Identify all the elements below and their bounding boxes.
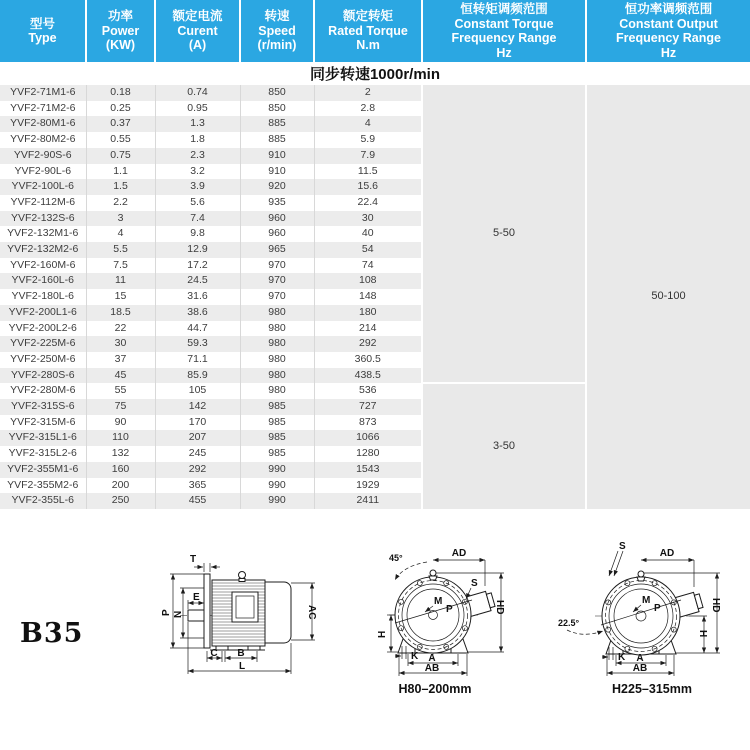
power-cell: 3 xyxy=(86,211,155,227)
current-cell: 292 xyxy=(155,462,240,478)
power-cell: 15 xyxy=(86,289,155,305)
power-cell: 55 xyxy=(86,383,155,399)
dim-label-c: C xyxy=(210,648,218,659)
current-cell: 44.7 xyxy=(155,321,240,337)
current-cell: 12.9 xyxy=(155,242,240,258)
torque-cell: 74 xyxy=(314,258,422,274)
current-cell: 3.9 xyxy=(155,179,240,195)
current-cell: 142 xyxy=(155,399,240,415)
dim-label-h: H xyxy=(697,630,708,638)
torque-cell: 2.8 xyxy=(314,101,422,117)
dim-label-s: S xyxy=(471,578,478,589)
current-cell: 170 xyxy=(155,415,240,431)
dim-label-angle: 45° xyxy=(389,553,403,563)
header-power-unit: (KW) xyxy=(105,38,136,53)
sync-speed-label: 同步转速1000r/min xyxy=(0,62,750,85)
type-cell: YVF2-112M-6 xyxy=(0,195,86,211)
header-type-en: Type xyxy=(28,31,57,45)
dim-label-h: H xyxy=(377,630,388,638)
speed-cell: 985 xyxy=(240,415,314,431)
eye-bolt xyxy=(430,570,436,576)
speed-cell: 970 xyxy=(240,273,314,289)
sync-speed-row xyxy=(0,62,750,85)
header-current-en: Curent xyxy=(177,23,218,38)
torque-cell: 536 xyxy=(314,383,422,399)
torque-cell: 2411 xyxy=(314,493,422,509)
speed-cell: 970 xyxy=(240,289,314,305)
header-ct-zh: 恒转矩调频范围 xyxy=(460,2,548,16)
type-cell: YVF2-200L1-6 xyxy=(0,305,86,321)
col-header-current xyxy=(155,0,240,62)
torque-cell: 108 xyxy=(314,273,422,289)
speed-cell: 885 xyxy=(240,132,314,148)
col-header-speed xyxy=(240,0,314,62)
current-cell: 0.95 xyxy=(155,101,240,117)
power-cell: 200 xyxy=(86,478,155,494)
speed-cell: 850 xyxy=(240,101,314,117)
header-ct-en1: Constant Torque xyxy=(454,16,554,31)
dim-label-n: N xyxy=(173,610,184,618)
power-cell: 45 xyxy=(86,368,155,384)
torque-cell: 1280 xyxy=(314,446,422,462)
type-cell: YVF2-315S-6 xyxy=(0,399,86,415)
speed-cell: 980 xyxy=(240,305,314,321)
col-header-type xyxy=(0,0,86,62)
current-cell: 3.2 xyxy=(155,164,240,180)
power-cell: 0.37 xyxy=(86,116,155,132)
col-header-torque xyxy=(314,0,422,62)
power-cell: 2.2 xyxy=(86,195,155,211)
current-cell: 2.3 xyxy=(155,148,240,164)
speed-cell: 990 xyxy=(240,493,314,509)
torque-cell: 7.9 xyxy=(314,148,422,164)
dim-label-angle: 22.5° xyxy=(558,618,580,628)
header-co-en2: Frequency Range xyxy=(616,31,721,45)
current-cell: 24.5 xyxy=(155,273,240,289)
type-cell: YVF2-280S-6 xyxy=(0,368,86,384)
dim-label-a: A xyxy=(428,653,436,664)
dim-label-hd: HD xyxy=(710,598,721,613)
current-cell: 1.3 xyxy=(155,116,240,132)
current-cell: 85.9 xyxy=(155,368,240,384)
type-cell: YVF2-132M1-6 xyxy=(0,226,86,242)
type-cell: YVF2-355L-6 xyxy=(0,493,86,509)
dim-label-b: B xyxy=(237,648,245,659)
torque-cell: 30 xyxy=(314,211,422,227)
type-cell: YVF2-315M-6 xyxy=(0,415,86,431)
current-cell: 7.4 xyxy=(155,211,240,227)
header-co-en1: Constant Output xyxy=(619,16,718,31)
header-torque-zh: 额定转矩 xyxy=(342,9,393,24)
dim-label-ac: AC xyxy=(306,605,317,620)
speed-cell: 920 xyxy=(240,179,314,195)
type-cell: YVF2-160M-6 xyxy=(0,258,86,274)
type-cell: YVF2-180L-6 xyxy=(0,289,86,305)
torque-cell: 22.4 xyxy=(314,195,422,211)
torque-cell: 11.5 xyxy=(314,164,422,180)
current-cell: 0.74 xyxy=(155,85,240,101)
dim-label-t: T xyxy=(189,554,197,565)
frame-size-caption-small: H80–200mm xyxy=(398,682,472,696)
torque-cell: 148 xyxy=(314,289,422,305)
type-cell: YVF2-71M1-6 xyxy=(0,85,86,101)
speed-cell: 960 xyxy=(240,211,314,227)
type-cell: YVF2-200L2-6 xyxy=(0,321,86,337)
dim-label-ad: AD xyxy=(451,548,467,559)
speed-cell: 985 xyxy=(240,399,314,415)
dim-label-ab: AB xyxy=(632,663,648,674)
power-cell: 37 xyxy=(86,352,155,368)
torque-cell: 54 xyxy=(314,242,422,258)
header-current-unit: (A) xyxy=(188,38,207,53)
dim-label-p: P xyxy=(161,609,172,616)
speed-cell: 965 xyxy=(240,242,314,258)
type-cell: YVF2-315L2-6 xyxy=(0,446,86,462)
speed-cell: 980 xyxy=(240,352,314,368)
power-cell: 4 xyxy=(86,226,155,242)
header-torque-en: Rated Torque xyxy=(328,23,408,38)
torque-cell: 292 xyxy=(314,336,422,352)
speed-cell: 980 xyxy=(240,368,314,384)
type-cell: YVF2-225M-6 xyxy=(0,336,86,352)
current-cell: 59.3 xyxy=(155,336,240,352)
power-cell: 7.5 xyxy=(86,258,155,274)
torque-cell: 214 xyxy=(314,321,422,337)
speed-cell: 990 xyxy=(240,478,314,494)
header-power-en: Power xyxy=(101,23,140,38)
torque-cell: 2 xyxy=(314,85,422,101)
dim-label-m: M xyxy=(434,596,443,607)
header-co-zh: 恒功率调频范围 xyxy=(624,2,713,16)
type-cell: YVF2-100L-6 xyxy=(0,179,86,195)
current-cell: 17.2 xyxy=(155,258,240,274)
speed-cell: 910 xyxy=(240,148,314,164)
dim-label-ad: AD xyxy=(659,548,675,559)
torque-cell: 1929 xyxy=(314,478,422,494)
torque-cell: 5.9 xyxy=(314,132,422,148)
table-row xyxy=(0,85,750,101)
header-speed-unit: (r/min) xyxy=(257,38,297,53)
current-cell: 1.8 xyxy=(155,132,240,148)
header-co-unit: Hz xyxy=(660,45,677,60)
header-ct-en2: Frequency Range xyxy=(451,31,557,45)
dim-label-k: K xyxy=(411,651,419,662)
power-cell: 11 xyxy=(86,273,155,289)
torque-cell: 438.5 xyxy=(314,368,422,384)
type-cell: YVF2-90L-6 xyxy=(0,164,86,180)
power-cell: 132 xyxy=(86,446,155,462)
header-torque-unit: N.m xyxy=(356,38,380,53)
torque-cell: 873 xyxy=(314,415,422,431)
mounting-type-label: B35 xyxy=(20,618,84,649)
front-view-small-drawing xyxy=(375,530,540,700)
dim-label-l: L xyxy=(238,661,246,672)
type-cell: YVF2-280M-6 xyxy=(0,383,86,399)
speed-cell: 850 xyxy=(240,85,314,101)
current-cell: 245 xyxy=(155,446,240,462)
power-cell: 22 xyxy=(86,321,155,337)
current-cell: 71.1 xyxy=(155,352,240,368)
speed-cell: 980 xyxy=(240,321,314,337)
speed-cell: 980 xyxy=(240,336,314,352)
spec-table-body xyxy=(0,85,750,509)
speed-cell: 935 xyxy=(240,195,314,211)
power-cell: 75 xyxy=(86,399,155,415)
dim-label-ab: AB xyxy=(424,663,440,674)
power-cell: 18.5 xyxy=(86,305,155,321)
power-cell: 90 xyxy=(86,415,155,431)
constant-torque-range-cell: 3-50 xyxy=(422,383,586,509)
type-cell: YVF2-315L1-6 xyxy=(0,430,86,446)
power-cell: 0.75 xyxy=(86,148,155,164)
type-cell: YVF2-132M2-6 xyxy=(0,242,86,258)
type-cell: YVF2-355M2-6 xyxy=(0,478,86,494)
torque-cell: 727 xyxy=(314,399,422,415)
dim-label-m: M xyxy=(642,595,651,606)
current-cell: 455 xyxy=(155,493,240,509)
type-cell: YVF2-250M-6 xyxy=(0,352,86,368)
type-cell: YVF2-355M1-6 xyxy=(0,462,86,478)
eye-bolt xyxy=(239,572,246,579)
front-view-large-drawing xyxy=(555,530,750,700)
current-cell: 38.6 xyxy=(155,305,240,321)
torque-cell: 1543 xyxy=(314,462,422,478)
dim-label-hd: HD xyxy=(494,600,505,615)
dim-label-s: S xyxy=(619,541,626,552)
col-header-constant-output-range xyxy=(586,0,750,62)
type-cell: YVF2-160L-6 xyxy=(0,273,86,289)
col-header-constant-torque-range xyxy=(422,0,586,62)
type-cell: YVF2-80M2-6 xyxy=(0,132,86,148)
speed-cell: 985 xyxy=(240,430,314,446)
header-current-zh: 额定电流 xyxy=(172,9,223,24)
power-cell: 1.1 xyxy=(86,164,155,180)
speed-cell: 885 xyxy=(240,116,314,132)
col-header-power xyxy=(86,0,155,62)
power-cell: 250 xyxy=(86,493,155,509)
constant-output-range-cell: 50-100 xyxy=(586,85,750,509)
speed-cell: 990 xyxy=(240,462,314,478)
header-ct-unit: Hz xyxy=(496,45,512,60)
type-cell: YVF2-132S-6 xyxy=(0,211,86,227)
side-view-drawing xyxy=(160,550,320,695)
speed-cell: 910 xyxy=(240,164,314,180)
dim-label-p: P xyxy=(446,604,453,615)
header-speed-en: Speed xyxy=(258,23,296,38)
torque-cell: 360.5 xyxy=(314,352,422,368)
torque-cell: 1066 xyxy=(314,430,422,446)
type-cell: YVF2-80M1-6 xyxy=(0,116,86,132)
power-cell: 0.25 xyxy=(86,101,155,117)
speed-cell: 970 xyxy=(240,258,314,274)
speed-cell: 960 xyxy=(240,226,314,242)
constant-torque-range-cell: 5-50 xyxy=(422,85,586,383)
header-speed-zh: 转速 xyxy=(264,9,290,24)
power-cell: 1.5 xyxy=(86,179,155,195)
header-type-zh: 型号 xyxy=(29,16,55,31)
current-cell: 365 xyxy=(155,478,240,494)
dim-label-k: K xyxy=(618,652,626,663)
header-row xyxy=(0,0,750,62)
speed-cell: 985 xyxy=(240,446,314,462)
torque-cell: 15.6 xyxy=(314,179,422,195)
current-cell: 9.8 xyxy=(155,226,240,242)
dim-label-e: E xyxy=(193,592,200,603)
header-power-zh: 功率 xyxy=(107,9,133,24)
speed-cell: 980 xyxy=(240,383,314,399)
power-cell: 160 xyxy=(86,462,155,478)
torque-cell: 4 xyxy=(314,116,422,132)
current-cell: 207 xyxy=(155,430,240,446)
current-cell: 5.6 xyxy=(155,195,240,211)
dim-label-p: P xyxy=(654,603,661,614)
current-cell: 31.6 xyxy=(155,289,240,305)
type-cell: YVF2-71M2-6 xyxy=(0,101,86,117)
dim-label-a: A xyxy=(636,653,644,664)
eye-bolt xyxy=(638,571,644,577)
power-cell: 0.55 xyxy=(86,132,155,148)
power-cell: 110 xyxy=(86,430,155,446)
current-cell: 105 xyxy=(155,383,240,399)
torque-cell: 40 xyxy=(314,226,422,242)
power-cell: 0.18 xyxy=(86,85,155,101)
type-cell: YVF2-90S-6 xyxy=(0,148,86,164)
torque-cell: 180 xyxy=(314,305,422,321)
power-cell: 30 xyxy=(86,336,155,352)
frame-size-caption-large: H225–315mm xyxy=(612,682,692,696)
power-cell: 5.5 xyxy=(86,242,155,258)
